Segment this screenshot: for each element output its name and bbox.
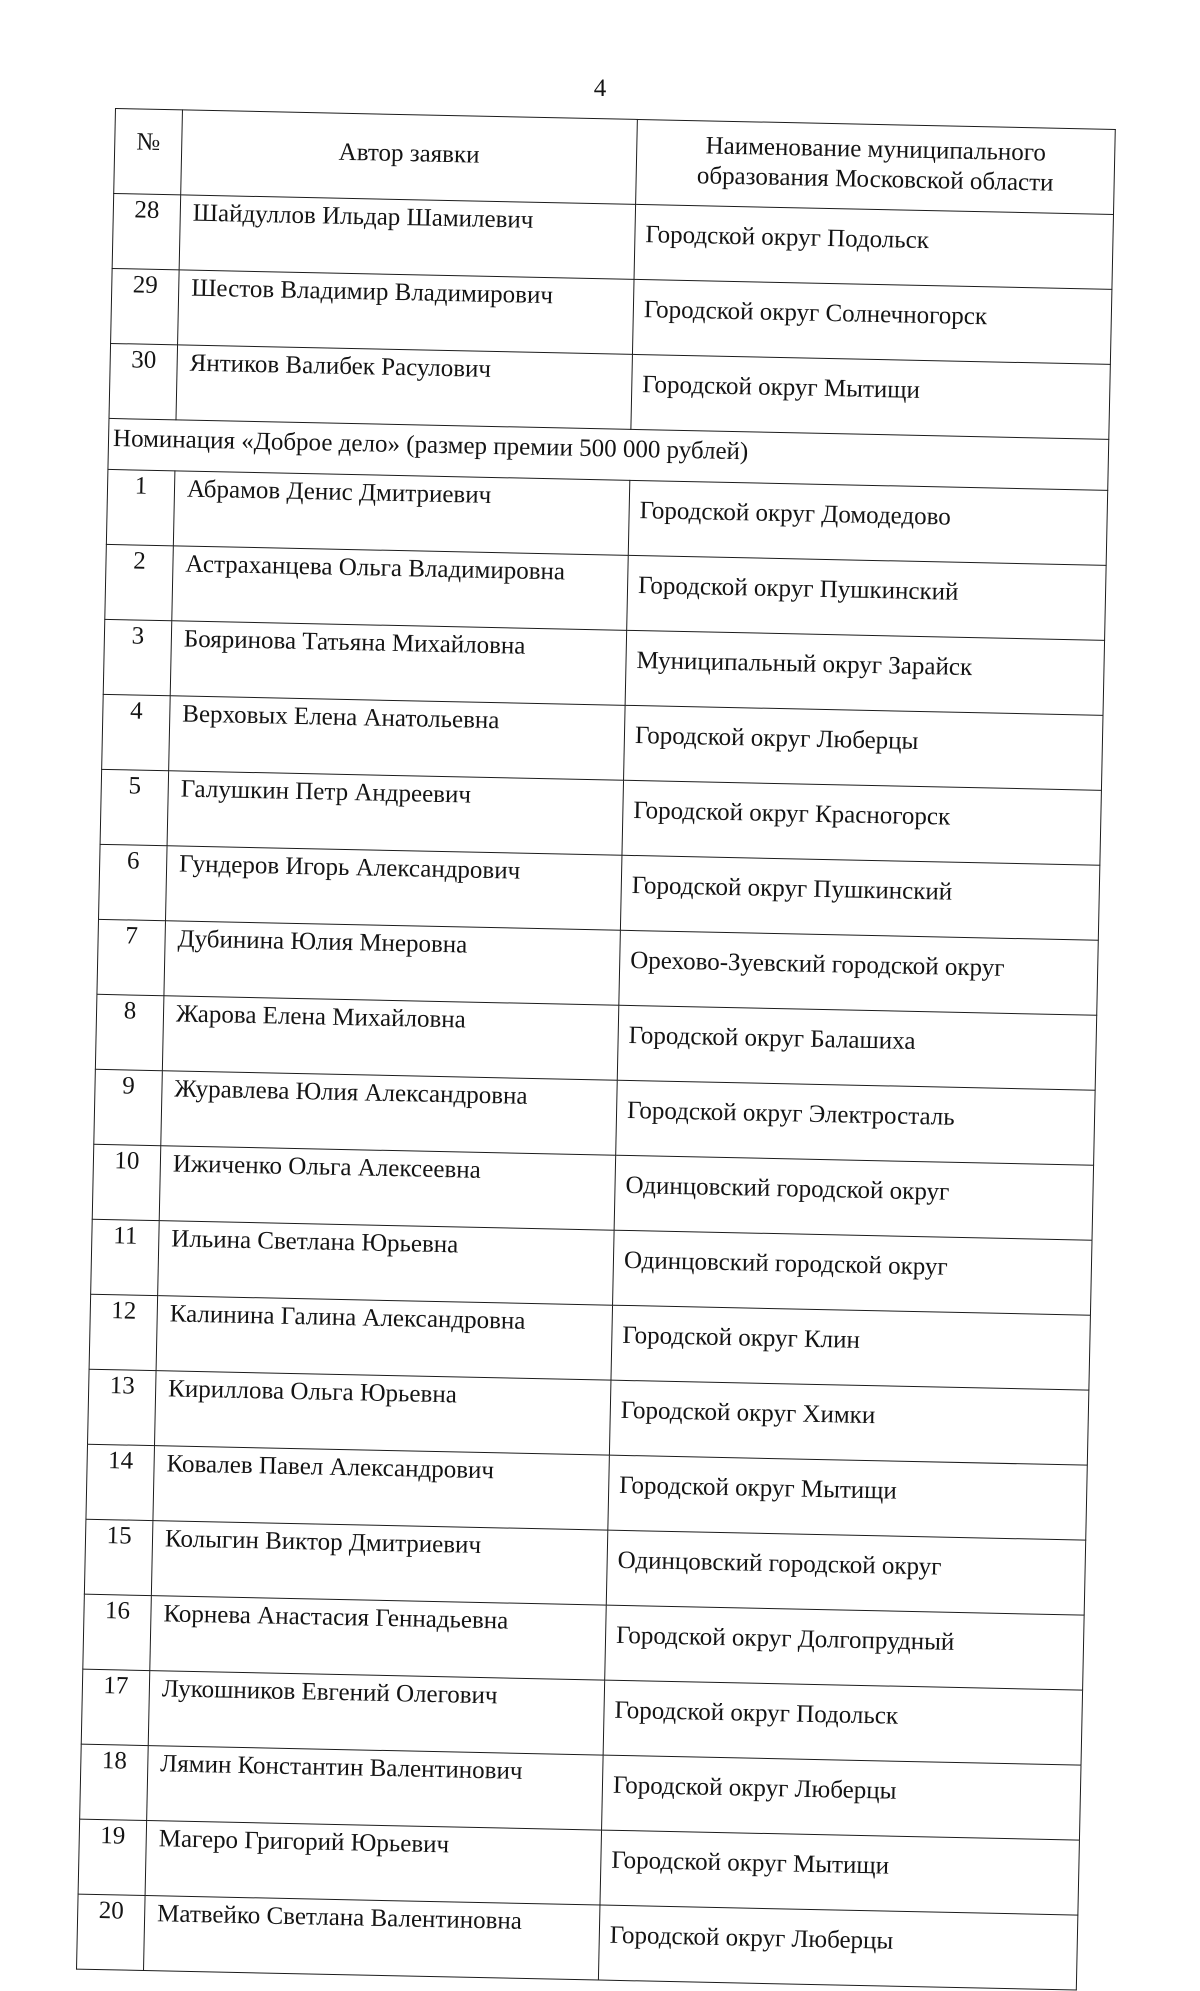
row-municipality: Городской округ Клин xyxy=(611,1305,1090,1390)
row-author: Янтиков Валибек Расулович xyxy=(176,345,632,430)
header-municipality-line2: образования Московской области xyxy=(696,162,1054,197)
row-author: Абрамов Денис Дмитриевич xyxy=(173,471,629,556)
row-municipality: Городской округ Солнечногорск xyxy=(632,279,1111,364)
header-author: Автор заявки xyxy=(181,110,638,205)
row-municipality: Городской округ Люберцы xyxy=(602,1755,1081,1840)
row-municipality: Городской округ Балашиха xyxy=(617,1005,1096,1090)
row-number: 12 xyxy=(89,1294,158,1370)
row-number: 11 xyxy=(91,1219,160,1295)
row-number: 18 xyxy=(80,1744,149,1820)
row-municipality: Городской округ Подольск xyxy=(634,204,1113,289)
row-number: 2 xyxy=(105,544,174,620)
row-number: 30 xyxy=(109,343,178,419)
row-author: Шестов Владимир Владимирович xyxy=(178,270,634,355)
row-municipality: Городской округ Домодедово xyxy=(628,480,1107,565)
row-municipality: Одинцовский городской округ xyxy=(613,1230,1092,1315)
row-municipality: Муниципальный округ Зарайск xyxy=(625,630,1104,715)
nominee-table xyxy=(76,108,1116,1991)
row-municipality: Городской округ Пушкинский xyxy=(627,555,1106,640)
row-municipality: Одинцовский городской округ xyxy=(614,1155,1093,1240)
row-municipality: Городской округ Люберцы xyxy=(624,705,1103,790)
row-number: 16 xyxy=(83,1594,152,1670)
row-number: 20 xyxy=(77,1894,146,1970)
row-author: Матвейко Светлана Валентиновна xyxy=(144,1896,600,1981)
header-municipality xyxy=(636,119,1116,214)
row-author: Ижиченко Ольга Алексеевна xyxy=(159,1146,615,1231)
row-number: 5 xyxy=(100,769,169,845)
row-municipality: Городской округ Мытищи xyxy=(631,354,1110,439)
page-number: 4 xyxy=(593,75,607,102)
row-author: Корнева Анастасия Геннадьевна xyxy=(150,1596,606,1681)
row-author: Галушкин Петр Андреевич xyxy=(167,771,623,856)
row-municipality: Городской округ Люберцы xyxy=(598,1905,1077,1990)
row-number: 7 xyxy=(97,919,166,995)
section-title: Номинация «Доброе дело» (размер премии 500 000 рублей) xyxy=(108,418,1109,490)
row-author: Жарова Елена Михайловна xyxy=(162,996,618,1081)
row-number: 29 xyxy=(111,268,180,344)
row-number: 19 xyxy=(78,1819,147,1895)
row-number: 13 xyxy=(88,1369,157,1445)
header-municipality-line1: Наименование муниципального xyxy=(705,132,1047,167)
row-author: Дубинина Юлия Мнеровна xyxy=(164,921,620,1006)
row-author: Калинина Галина Александровна xyxy=(156,1296,612,1381)
row-number: 9 xyxy=(94,1069,163,1145)
header-number: № xyxy=(114,109,183,195)
table-body xyxy=(77,193,1114,1990)
row-municipality: Городской округ Пушкинский xyxy=(620,855,1099,940)
row-author: Лукошников Евгений Олегович xyxy=(148,1671,604,1756)
row-number: 1 xyxy=(106,469,175,545)
row-author: Колыгин Виктор Дмитриевич xyxy=(151,1521,607,1606)
row-author: Шайдуллов Ильдар Шамилевич xyxy=(179,195,635,280)
row-number: 15 xyxy=(84,1519,153,1595)
row-number: 4 xyxy=(102,694,171,770)
row-municipality: Городской округ Мытищи xyxy=(600,1830,1079,1915)
row-author: Магеро Григорий Юрьевич xyxy=(145,1821,601,1906)
row-author: Ильина Светлана Юрьевна xyxy=(158,1221,614,1306)
row-number: 14 xyxy=(86,1444,155,1520)
row-author: Верховых Елена Анатольевна xyxy=(169,696,625,781)
row-author: Ковалев Павел Александрович xyxy=(153,1446,609,1531)
row-author: Журавлева Юлия Александровна xyxy=(161,1071,617,1156)
row-number: 10 xyxy=(92,1144,161,1220)
row-author: Бояринова Татьяна Михайловна xyxy=(170,621,626,706)
row-number: 8 xyxy=(95,994,164,1070)
row-municipality: Орехово-Зуевский городской округ xyxy=(619,930,1098,1015)
row-author: Кириллова Ольга Юрьевна xyxy=(154,1371,610,1456)
row-author: Астраханцева Ольга Владимировна xyxy=(172,546,628,631)
row-municipality: Одинцовский городской округ xyxy=(606,1530,1085,1615)
row-author: Гундеров Игорь Александрович xyxy=(165,846,621,931)
row-municipality: Городской округ Подольск xyxy=(603,1680,1082,1765)
row-municipality: Городской округ Химки xyxy=(609,1380,1088,1465)
row-municipality: Городской округ Электросталь xyxy=(616,1080,1095,1165)
row-author: Лямин Константин Валентинович xyxy=(147,1746,603,1831)
row-municipality: Городской округ Долгопрудный xyxy=(605,1605,1084,1690)
row-municipality: Городской округ Мытищи xyxy=(608,1455,1087,1540)
row-number: 17 xyxy=(81,1669,150,1745)
row-number: 3 xyxy=(103,619,172,695)
row-municipality: Городской округ Красногорск xyxy=(622,780,1101,865)
row-number: 28 xyxy=(112,193,181,269)
row-number: 6 xyxy=(99,844,168,920)
nominee-table-container xyxy=(76,108,1115,1991)
